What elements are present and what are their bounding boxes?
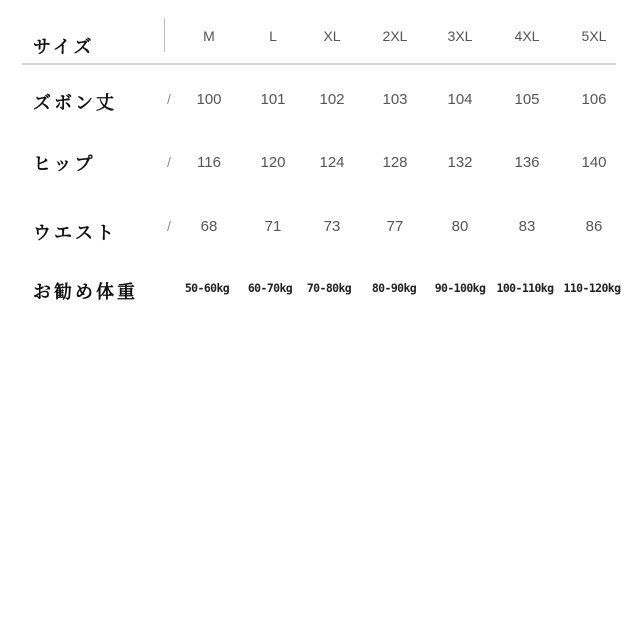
table-cell: 102 <box>319 91 345 108</box>
size-header-label: サイズ <box>33 37 95 58</box>
row-slash: / <box>167 154 171 170</box>
table-cell: 110-120kg <box>563 281 621 295</box>
table-cell: 105 <box>514 91 540 108</box>
table-cell: 83 <box>518 218 536 235</box>
row-label-recommended-weight: お勧め体重 <box>33 282 138 303</box>
size-col-3xl: 3XL <box>447 28 473 44</box>
table-cell: 86 <box>585 218 603 235</box>
header-rule <box>22 63 616 65</box>
table-cell: 80 <box>451 218 469 235</box>
table-cell: 116 <box>197 154 221 171</box>
row-slash: / <box>167 218 171 234</box>
table-cell: 120 <box>260 154 286 171</box>
size-col-5xl: 5XL <box>581 28 607 44</box>
table-cell: 106 <box>581 91 607 108</box>
row-slash: / <box>167 91 171 107</box>
table-cell: 132 <box>447 154 473 171</box>
row-label-waist: ウエスト <box>33 223 117 244</box>
table-cell: 140 <box>581 154 607 171</box>
row-label-hip: ヒップ <box>33 154 96 175</box>
table-cell: 100 <box>196 91 222 108</box>
table-cell: 77 <box>386 218 404 235</box>
size-col-l: L <box>269 28 277 44</box>
table-cell: 136 <box>514 154 540 171</box>
row-label-pants-length: ズボン丈 <box>33 93 117 114</box>
table-cell: 101 <box>260 91 286 108</box>
table-cell: 128 <box>382 154 408 171</box>
table-cell: 80-90kg <box>371 281 417 295</box>
size-col-4xl: 4XL <box>514 28 540 44</box>
table-cell: 73 <box>323 218 341 235</box>
table-cell: 104 <box>447 91 473 108</box>
size-col-xl: XL <box>323 28 341 44</box>
table-cell: 100-110kg <box>496 281 554 295</box>
table-cell: 50-60kg <box>184 281 230 295</box>
table-cell: 124 <box>319 154 345 171</box>
header-divider <box>164 18 165 52</box>
table-cell: 68 <box>200 218 218 235</box>
size-col-m: M <box>203 28 215 44</box>
table-cell: 71 <box>264 218 282 235</box>
table-cell: 60-70kg <box>247 281 293 295</box>
table-cell: 103 <box>382 91 408 108</box>
table-cell: 90-100kg <box>434 281 486 295</box>
size-col-2xl: 2XL <box>382 28 408 44</box>
table-cell: 70-80kg <box>306 281 352 295</box>
